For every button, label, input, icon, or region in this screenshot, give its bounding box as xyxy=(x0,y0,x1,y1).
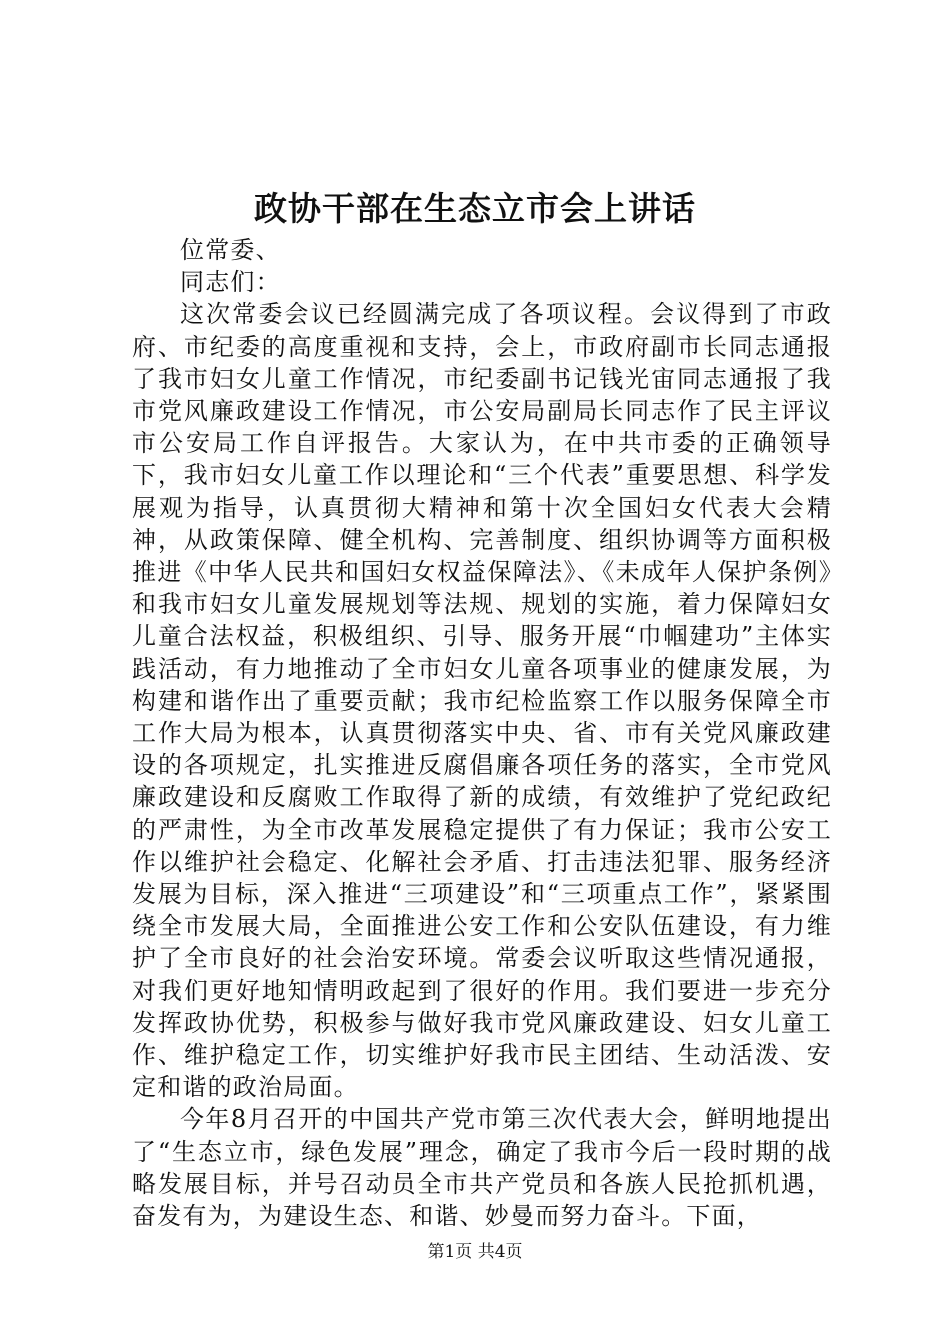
page-number-footer: 第1页 共4页 xyxy=(427,1242,523,1262)
body-paragraph-2: 今年8月召开的中国共产党市第三次代表大会，鲜明地提出了“生态立市，绿色发展”理念，确定了我市今后一段时期的战略发展目标，并号召动员全市共产党员和各族人民抢抓机遇，奋发有为，为建设生态、和谐、妙曼而努力奋斗。下面， xyxy=(132,1105,832,1231)
document-body xyxy=(132,234,832,1232)
salutation-line-2: 同志们： xyxy=(180,268,281,297)
salutation-line-1: 位常委、 xyxy=(180,236,281,264)
body-paragraph-1: 这次常委会议已经圆满完成了各项议程。会议得到了市政府、市纪委的高度重视和支持，会上，市政府副市长同志通报了我市妇女儿童工作情况，市纪委副书记钱光宙同志通报了我市党风廉政建设工作情况，市公安局副局长同志作了民主评议市公安局工作自评报告。大家认为，在中共市委的正确领导下，我市妇女儿童工作以理论和“三个代表”重要思想、科学发展观为指导，认真贯彻大精神和第十次全国妇女代表大会精神，从政策保障、健全机构、完善制度、组织协调等方面积极推进《中华人民共和国妇女权益保障法》、《未成年人保护条例》和我市妇女儿童发展规划等法规、规划的实施，着力保障妇女儿童合法权益，积极组织、引导、服务开展“巾帼建功”主体实践活动，有力地推动了全市妇女儿童各项事业的健康发展，为构建和谐作出了重要贡献；我市纪检监察工作以服务保障全市工作大局为根本，认真贯彻落实中央、省、市有关党风廉政建设的各项规定，扎实推进反腐倡廉各项任务的落实，全市党风廉政建设和反腐败工作取得了新的成绩，有效维护了党纪政纪的严肃性，为全市改革发展稳定提供了有力保证；我市公安工作以维护社会稳定、化解社会矛盾、打击违法犯罪、服务经济发展为目标，深入推进“三项建设”和“三项重点工作”，紧紧围绕全市发展大局，全面推进公安工作和公安队伍建设，有力维护了全市良好的社会治安环境。常委会议听取这些情况通报，对我们更好地知情明政起到了很好的作用。我们要进一步充分发挥政协优势，积极参与做好我市党风廉政建设、妇女儿童工作、维护稳定工作，切实维护好我市民主团结、生动活泼、安定和谐的政治局面。 xyxy=(132,300,832,1102)
document-title: 政协干部在生态立市会上讲话 xyxy=(254,189,696,228)
